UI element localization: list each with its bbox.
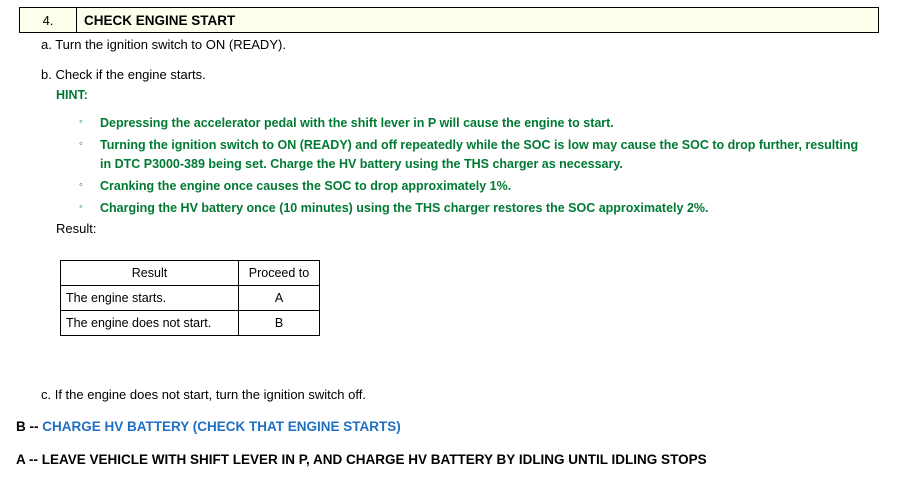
outcome-b-label: B -- bbox=[16, 419, 39, 434]
result-label: Result: bbox=[56, 221, 97, 236]
hint-text: Charging the HV battery once (10 minutes) using the THS charger restores the SOC approximately 2%. bbox=[100, 201, 709, 215]
cell-proceed-to: A bbox=[239, 286, 320, 311]
step-header bbox=[19, 7, 879, 33]
hint-text: Turning the ignition switch to ON (READY) and off repeatedly while the SOC is low may cause the SOC to drop further, resulting in DTC P3000-389 being set. Charge the HV battery using the THS charger as necessary. bbox=[100, 138, 859, 171]
step-title: CHECK ENGINE START bbox=[84, 12, 236, 28]
table-header-row bbox=[61, 261, 320, 286]
list-item bbox=[76, 114, 866, 133]
cell-result: The engine does not start. bbox=[61, 311, 239, 336]
circle-bullet-icon: ◦ bbox=[79, 138, 83, 150]
hint-text: Cranking the engine once causes the SOC to drop approximately 1%. bbox=[100, 179, 512, 193]
result-table bbox=[60, 260, 320, 336]
hint-list bbox=[76, 114, 866, 221]
outcome-b-link[interactable]: CHARGE HV BATTERY (CHECK THAT ENGINE STARTS) bbox=[42, 419, 401, 434]
table-row bbox=[61, 311, 320, 336]
cell-proceed-to: B bbox=[239, 311, 320, 336]
circle-bullet-icon: ◦ bbox=[79, 116, 83, 128]
hint-text: Depressing the accelerator pedal with the shift lever in P will cause the engine to start. bbox=[100, 116, 614, 130]
outcome-a-text: LEAVE VEHICLE WITH SHIFT LEVER IN P, AND CHARGE HV BATTERY BY IDLING UNTIL IDLING STOPS bbox=[41, 452, 707, 467]
table-row bbox=[61, 286, 320, 311]
instruction-c: c. If the engine does not start, turn the ignition switch off. bbox=[41, 387, 366, 402]
cell-result: The engine starts. bbox=[61, 286, 239, 311]
outcome-b bbox=[16, 419, 401, 434]
circle-bullet-icon: ◦ bbox=[79, 201, 83, 213]
list-item bbox=[76, 177, 866, 196]
circle-bullet-icon: ◦ bbox=[79, 179, 83, 191]
hint-label: HINT: bbox=[56, 88, 88, 102]
column-header-result: Result bbox=[61, 261, 239, 286]
column-header-proceed-to: Proceed to bbox=[239, 261, 320, 286]
outcome-a-label: A -- bbox=[16, 452, 38, 467]
step-number: 4. bbox=[20, 8, 77, 32]
instruction-b: b. Check if the engine starts. bbox=[41, 67, 206, 82]
list-item bbox=[76, 136, 866, 174]
list-item bbox=[76, 199, 866, 218]
outcome-a bbox=[16, 452, 707, 467]
instruction-a: a. Turn the ignition switch to ON (READY). bbox=[41, 37, 286, 52]
